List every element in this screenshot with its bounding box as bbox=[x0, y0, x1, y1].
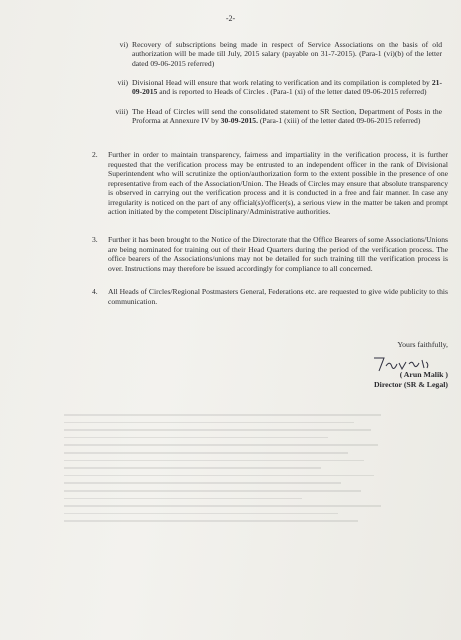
paragraph-number: 4. bbox=[92, 287, 98, 296]
closing-text: Yours faithfully, bbox=[397, 340, 448, 349]
paragraph-number: 2. bbox=[92, 150, 98, 159]
paragraph-text: Further it has been brought to the Notice of the Directorate that the Office Bearers of some Associations/Unions are being nominated for training out of their Head Quarters during the period of the verification process. The office bearers of the Associations/unions may not be detailed for such training till the verification process is over. Instructions may therefore be issued accordingly for compliance to all concerned. bbox=[108, 235, 449, 273]
signatory-name: ( Arun Malik ) bbox=[399, 370, 448, 379]
paragraph-text: All Heads of Circles/Regional Postmasters General, Federations etc. are requested to give wide publicity to this communication. bbox=[108, 287, 448, 306]
subitem-viii bbox=[115, 107, 442, 126]
subitem-text: The Head of Circles will send the consolidated statement to SR Section, Department of Posts in the Proforma at Annexure IV by bbox=[132, 107, 442, 126]
signatory-designation: Director (SR & Legal) bbox=[374, 380, 448, 389]
paragraph-number: 3. bbox=[92, 235, 98, 244]
subitem-vi bbox=[119, 40, 442, 68]
subitem-text-end: (Para-1 (xiii) of the letter dated 09-06-2015 referred) bbox=[258, 116, 421, 126]
deadline-date: 21-09-2015 bbox=[132, 78, 442, 97]
subitem-label: vii) bbox=[117, 78, 128, 87]
paragraph-2 bbox=[92, 150, 448, 217]
subitem-text: Divisional Head will ensure that work relating to verification and its compilation is completed by bbox=[132, 78, 432, 87]
paragraph-3 bbox=[92, 235, 449, 273]
subitem-vii bbox=[117, 78, 442, 97]
subitem-label: vi) bbox=[119, 40, 128, 49]
subitem-text: Recovery of subscriptions being made in respect of Service Associations on the basis of old authorization will be made till July, 2015 salary (payable on 31-7-2015). (Para-1 (vi)(b) of the letter dated 09-06-2015 referred) bbox=[132, 40, 442, 68]
subitem-text-end: and is reported to Heads of Circles . (Para-1 (xi) of the letter dated 09-06-2015 referred) bbox=[157, 87, 427, 97]
paragraph-text: Further in order to maintain transparency, fairness and impartiality in the verification process, it is further requested that the verification process may be entrusted to an independent officer in the rank of Divisional Superintendent who will scrutinize the option/authorization form to the extent possible in the presence of one representative from each of the Association/Union. The Heads of Circles may ensure that absolute transparency is observed in carrying out the verification process and it is conducted in a free and fair manner. In case any irregularity is noticed on the part of any official(s)/officer(s), a serious view in the matter be taken and prompt action initiated by the competent Disciplinary/Administrative authorities. bbox=[108, 150, 448, 216]
subitem-label: viii) bbox=[115, 107, 128, 116]
paragraph-4 bbox=[92, 287, 448, 306]
page-number: -2- bbox=[225, 14, 236, 23]
bleed-through-text bbox=[64, 408, 394, 528]
deadline-date: 30-09-2015. bbox=[220, 116, 258, 126]
handwritten-signature bbox=[372, 354, 432, 374]
